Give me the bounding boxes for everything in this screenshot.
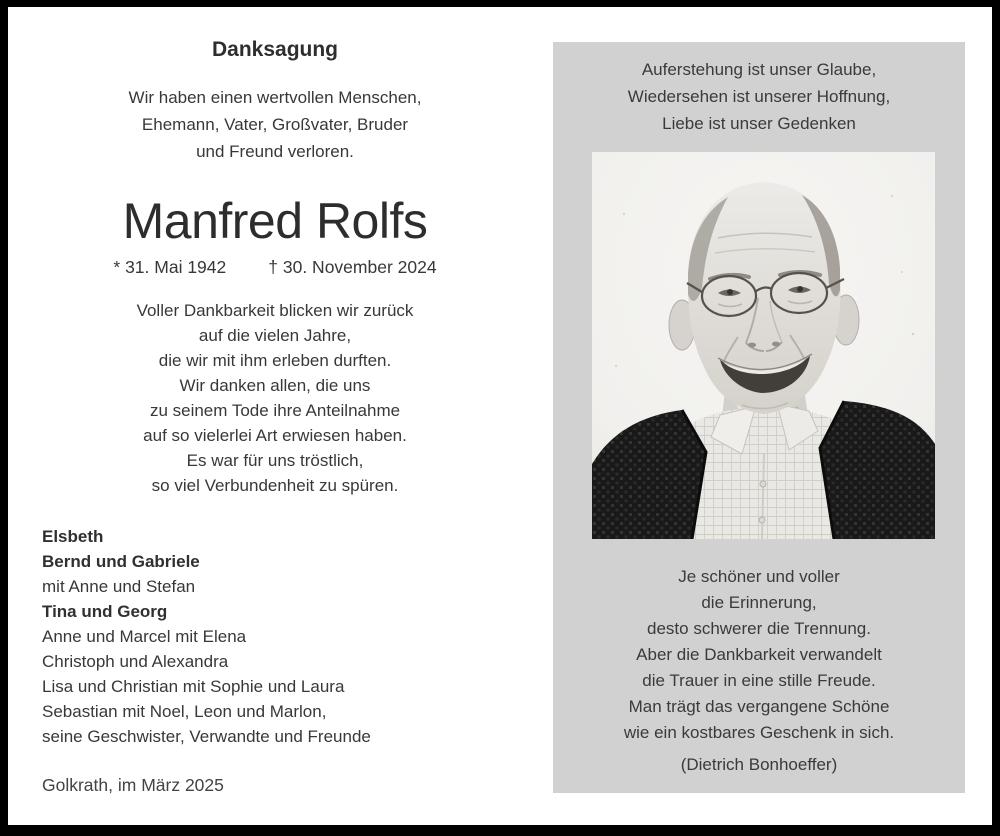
verse-line: Liebe ist unser Gedenken [662,114,856,133]
quote-line: Aber die Dankbarkeit verwandelt [636,645,882,664]
mourner-line: Sebastian mit Noel, Leon und Marlon, [42,702,327,721]
thanks-paragraph [30,298,520,498]
intro-line: und Freund verloren. [196,142,354,161]
quote-line: die Trauer in eine stille Freude. [642,671,876,690]
quote-line: wie ein kostbares Geschenk in sich. [623,723,895,742]
mourner-line: Bernd und Gabriele [42,552,200,571]
thanks-line: zu seinem Tode ihre Anteilnahme [149,401,401,420]
quote-line: die Erinnerung, [701,593,817,612]
thanks-line: die wir mit ihm erleben durften. [158,351,392,370]
thanks-line: Es war für uns tröstlich, [186,451,364,470]
verse-line: Auferstehung ist unser Glaube, [641,60,877,79]
quote-line: Je schöner und voller [678,567,840,586]
memorial-verse [553,56,965,137]
death-date: † 30. November 2024 [268,257,437,277]
thanks-line: Voller Dankbarkeit blicken wir zurück [136,301,414,320]
thanks-line: auf so vielerlei Art erwiesen haben. [143,426,407,445]
deceased-name: Manfred Rolfs [122,193,428,249]
mourners-list [42,524,512,749]
mourner-line: seine Geschwister, Verwandte und Freunde [42,727,371,746]
quote-line: Man trägt das vergangene Schöne [628,697,890,716]
memorial-panel [553,42,965,793]
intro-line: Ehemann, Vater, Großvater, Bruder [141,115,409,134]
birth-date: * 31. Mai 1942 [113,257,227,277]
verse-line: Wiedersehen ist unserer Hoffnung, [627,87,891,106]
thanks-line: Wir danken allen, die uns [179,376,371,395]
memorial-quote [553,564,965,746]
intro-line: Wir haben einen wertvollen Menschen, [128,88,422,107]
mourner-line: Lisa und Christian mit Sophie und Laura [42,677,345,696]
frame-border-bottom [0,825,1000,836]
portrait-photo-illustration [592,152,935,539]
frame-border-left [0,0,8,836]
life-dates [30,256,520,278]
portrait-photo [592,152,935,539]
place-and-date: Golkrath, im März 2025 [42,775,224,795]
mourner-line: Tina und Georg [42,602,168,621]
mourner-line: Anne und Marcel mit Elena [42,627,247,646]
mourner-line: Elsbeth [42,527,104,546]
thanks-line: so viel Verbundenheit zu spüren. [151,476,399,495]
mourner-line: mit Anne und Stefan [42,577,196,596]
notice-title: Danksagung [211,38,339,61]
frame-border-right [992,0,1000,836]
frame-border-top [0,0,1000,7]
quote-line: desto schwerer die Trennung. [647,619,871,638]
mourner-line: Christoph und Alexandra [42,652,229,671]
quote-attribution: (Dietrich Bonhoeffer) [680,755,838,774]
intro-paragraph [30,84,520,165]
thanks-line: auf die vielen Jahre, [198,326,352,345]
